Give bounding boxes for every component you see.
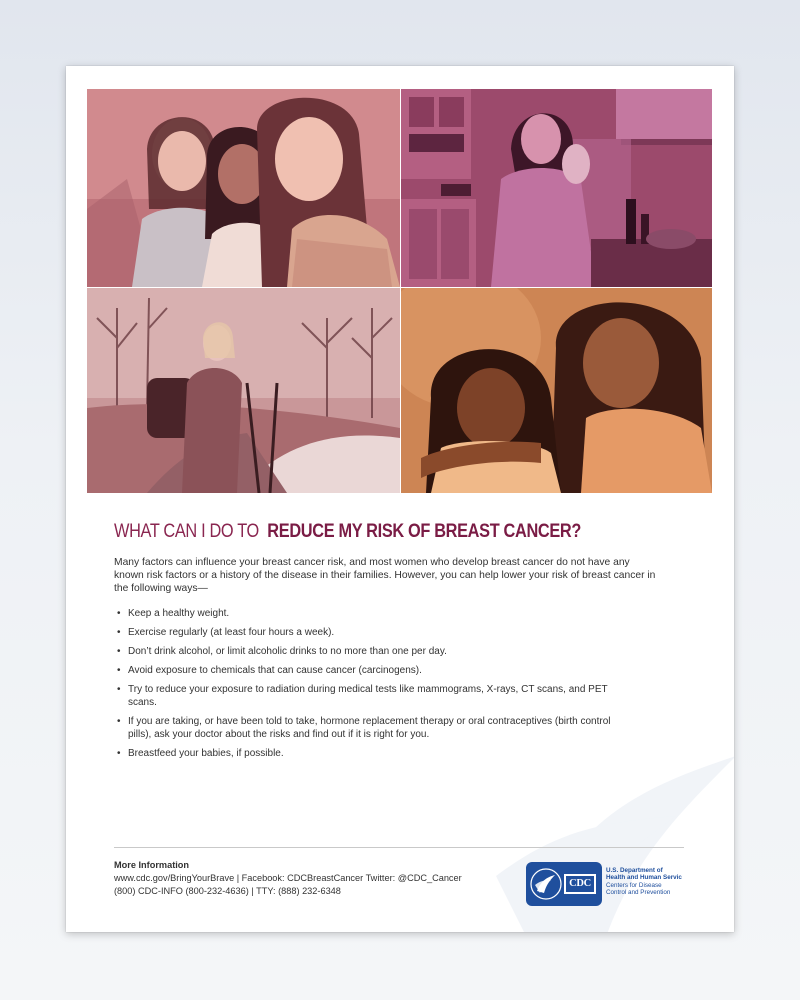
list-item bbox=[114, 664, 634, 677]
logo-line-hhs: Health and Human Servic bbox=[606, 874, 682, 882]
footer-divider bbox=[114, 847, 684, 848]
list-item-text: Try to reduce your exposure to radiation during medical tests like mammograms, X-rays, CT scans, and PET scans. bbox=[128, 684, 608, 708]
list-item bbox=[114, 607, 634, 620]
hhs-cdc-logo bbox=[526, 862, 686, 906]
bullet-icon: • bbox=[117, 608, 121, 619]
list-item-text: Keep a healthy weight. bbox=[128, 608, 230, 619]
list-item bbox=[114, 683, 634, 709]
logo-line-cdc-2: Control and Prevention bbox=[606, 889, 671, 897]
list-item-text: Don’t drink alcohol, or limit alcoholic drinks to no more than one per day. bbox=[128, 646, 447, 657]
risk-reduction-list bbox=[114, 607, 634, 766]
list-item-text: If you are taking, or have been told to take, hormone replacement therapy or oral contraceptives (birth control pills), ask your doctor about the risks and find out if it is right for you. bbox=[128, 716, 611, 740]
list-item bbox=[114, 715, 634, 741]
logo-line-cdc-1: Centers for Disease bbox=[606, 881, 662, 889]
bullet-icon: • bbox=[117, 646, 121, 657]
bullet-icon: • bbox=[117, 748, 121, 759]
bullet-icon: • bbox=[117, 684, 121, 695]
list-item-text: Exercise regularly (at least four hours a week). bbox=[128, 627, 335, 638]
bullet-icon: • bbox=[117, 627, 121, 638]
woman-cooking-photo bbox=[401, 89, 712, 287]
list-item bbox=[114, 645, 634, 658]
heading-emphasis: REDUCE MY RISK OF BREAST CANCER? bbox=[267, 521, 582, 542]
more-info-phone: (800) CDC-INFO (800-232-4636) | TTY: (888) 232-6348 bbox=[114, 886, 341, 896]
more-info-title: More Information bbox=[114, 860, 190, 870]
heading-lead: WHAT CAN I DO TO bbox=[114, 521, 259, 542]
photo-collage bbox=[87, 89, 712, 493]
list-item bbox=[114, 626, 634, 639]
logo-line-dept: U.S. Department of bbox=[606, 867, 663, 874]
woman-hiking-photo bbox=[87, 288, 400, 493]
more-info-web-social[interactable]: www.cdc.gov/BringYourBrave | Facebook: CDCBreastCancer Twitter: @CDC_Cancer bbox=[114, 873, 462, 883]
two-women-embracing-photo bbox=[401, 288, 712, 493]
fact-sheet-page bbox=[66, 66, 734, 932]
three-women-photo bbox=[87, 89, 400, 287]
list-item-text: Avoid exposure to chemicals that can cause cancer (carcinogens). bbox=[128, 665, 422, 676]
bullet-icon: • bbox=[117, 716, 121, 727]
cdc-logo-box bbox=[526, 862, 602, 906]
more-information bbox=[114, 859, 534, 898]
bullet-icon: • bbox=[117, 665, 121, 676]
logo-agency-text bbox=[606, 867, 688, 897]
list-item bbox=[114, 747, 634, 760]
page-heading bbox=[114, 521, 630, 543]
cdc-wordmark: CDC bbox=[569, 878, 591, 889]
list-item-text: Breastfeed your babies, if possible. bbox=[128, 748, 284, 759]
intro-paragraph: Many factors can influence your breast cancer risk, and most women who develop breast cancer do not have any known risk factors or a history of the disease in their families. However, you can help lower your risk of breast cancer in the following ways— bbox=[114, 557, 656, 595]
